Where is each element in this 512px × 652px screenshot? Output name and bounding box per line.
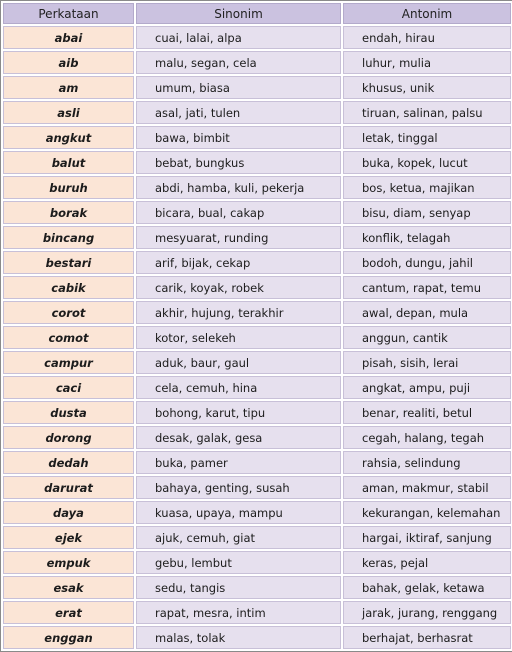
antonym-cell: bahak, gelak, ketawa [343, 576, 511, 599]
antonym-cell: awal, depan, mula [343, 301, 511, 324]
antonym-cell: hargai, iktiraf, sanjung [343, 526, 511, 549]
synonym-cell: aduk, baur, gaul [136, 351, 341, 374]
word-cell: am [3, 76, 134, 99]
table-row [3, 451, 511, 474]
word-cell: enggan [3, 626, 134, 649]
table-row [3, 126, 511, 149]
table-row [3, 526, 511, 549]
antonym-cell: angkat, ampu, puji [343, 376, 511, 399]
table-row [3, 601, 511, 624]
word-cell: bincang [3, 226, 134, 249]
synonym-cell: ajuk, cemuh, giat [136, 526, 341, 549]
antonym-cell: rahsia, selindung [343, 451, 511, 474]
table-row [3, 51, 511, 74]
table-row [3, 76, 511, 99]
table-row [3, 551, 511, 574]
header-row [3, 3, 511, 24]
synonym-cell: gebu, lembut [136, 551, 341, 574]
table-row [3, 151, 511, 174]
antonym-cell: cantum, rapat, temu [343, 276, 511, 299]
word-cell: corot [3, 301, 134, 324]
synonym-cell: malu, segan, cela [136, 51, 341, 74]
antonym-cell: benar, realiti, betul [343, 401, 511, 424]
synonym-cell: carik, koyak, robek [136, 276, 341, 299]
antonym-cell: anggun, cantik [343, 326, 511, 349]
word-cell: dorong [3, 426, 134, 449]
synonym-cell: bawa, bimbit [136, 126, 341, 149]
antonym-cell: pisah, sisih, lerai [343, 351, 511, 374]
word-cell: erat [3, 601, 134, 624]
antonym-cell: letak, tinggal [343, 126, 511, 149]
antonym-cell: bisu, diam, senyap [343, 201, 511, 224]
antonym-cell: kekurangan, kelemahan [343, 501, 511, 524]
table-row [3, 626, 511, 649]
table-row [3, 276, 511, 299]
table-body [3, 26, 511, 649]
synonym-cell: bahaya, genting, susah [136, 476, 341, 499]
word-cell: campur [3, 351, 134, 374]
word-cell: dusta [3, 401, 134, 424]
word-cell: esak [3, 576, 134, 599]
word-cell: bestari [3, 251, 134, 274]
word-cell: angkut [3, 126, 134, 149]
table-row [3, 201, 511, 224]
synonym-cell: bicara, bual, cakap [136, 201, 341, 224]
word-cell: cabik [3, 276, 134, 299]
antonym-cell: khusus, unik [343, 76, 511, 99]
word-cell: aib [3, 51, 134, 74]
antonym-cell: luhur, mulia [343, 51, 511, 74]
word-cell: abai [3, 26, 134, 49]
antonym-cell: keras, pejal [343, 551, 511, 574]
antonym-cell: cegah, halang, tegah [343, 426, 511, 449]
word-cell: comot [3, 326, 134, 349]
synonym-cell: arif, bijak, cekap [136, 251, 341, 274]
synonym-cell: cela, cemuh, hina [136, 376, 341, 399]
synonym-cell: bohong, karut, tipu [136, 401, 341, 424]
table-row [3, 176, 511, 199]
synonym-cell: desak, galak, gesa [136, 426, 341, 449]
synonym-cell: abdi, hamba, kuli, pekerja [136, 176, 341, 199]
synonym-cell: rapat, mesra, intim [136, 601, 341, 624]
synonym-cell: sedu, tangis [136, 576, 341, 599]
table-row [3, 326, 511, 349]
synonym-cell: buka, pamer [136, 451, 341, 474]
table-row [3, 301, 511, 324]
word-cell: borak [3, 201, 134, 224]
table-row [3, 476, 511, 499]
word-cell: ejek [3, 526, 134, 549]
synonym-cell: malas, tolak [136, 626, 341, 649]
table-row [3, 26, 511, 49]
table-row [3, 101, 511, 124]
header-word: Perkataan [3, 3, 134, 24]
synonym-cell: mesyuarat, runding [136, 226, 341, 249]
table-row [3, 401, 511, 424]
antonym-cell: aman, makmur, stabil [343, 476, 511, 499]
table-row [3, 426, 511, 449]
antonym-cell: buka, kopek, lucut [343, 151, 511, 174]
word-cell: caci [3, 376, 134, 399]
word-cell: dedah [3, 451, 134, 474]
antonym-cell: bodoh, dungu, jahil [343, 251, 511, 274]
table-row [3, 226, 511, 249]
synonym-cell: bebat, bungkus [136, 151, 341, 174]
antonym-cell: bos, ketua, majikan [343, 176, 511, 199]
synonym-cell: akhir, hujung, terakhir [136, 301, 341, 324]
word-cell: darurat [3, 476, 134, 499]
antonym-cell: endah, hirau [343, 26, 511, 49]
table-row [3, 501, 511, 524]
synonym-cell: umum, biasa [136, 76, 341, 99]
antonym-cell: tiruan, salinan, palsu [343, 101, 511, 124]
table-row [3, 351, 511, 374]
antonym-cell: jarak, jurang, renggang [343, 601, 511, 624]
word-cell: empuk [3, 551, 134, 574]
synonym-cell: cuai, lalai, alpa [136, 26, 341, 49]
table-row [3, 576, 511, 599]
antonym-cell: konflik, telagah [343, 226, 511, 249]
antonym-cell: berhajat, berhasrat [343, 626, 511, 649]
word-cell: daya [3, 501, 134, 524]
header-synonym: Sinonim [136, 3, 341, 24]
word-cell: balut [3, 151, 134, 174]
synonym-cell: kotor, selekeh [136, 326, 341, 349]
synonym-cell: asal, jati, tulen [136, 101, 341, 124]
table-row [3, 376, 511, 399]
table-row [3, 251, 511, 274]
word-cell: buruh [3, 176, 134, 199]
synonym-cell: kuasa, upaya, mampu [136, 501, 341, 524]
word-cell: asli [3, 101, 134, 124]
header-antonym: Antonim [343, 3, 511, 24]
